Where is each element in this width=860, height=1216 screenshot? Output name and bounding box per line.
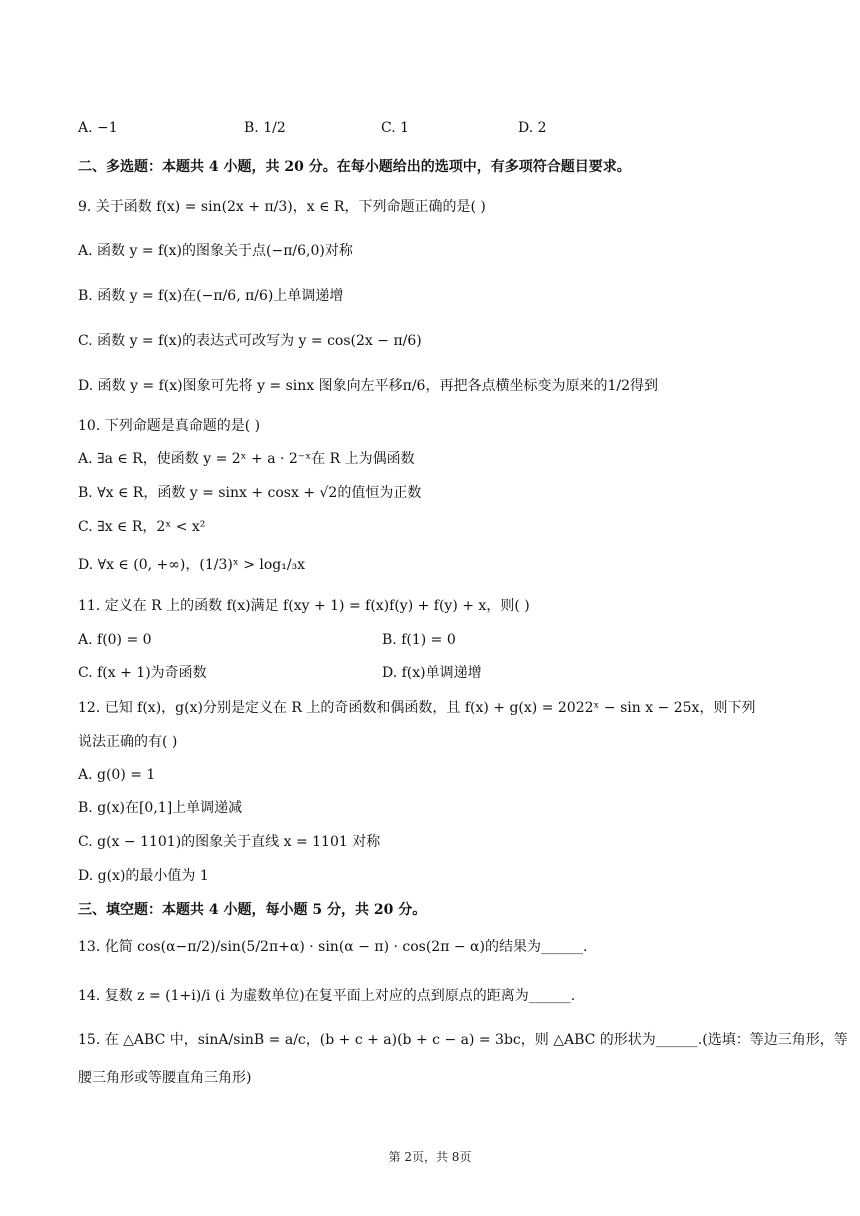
q9-option-a: A. 函数 y = f(x)的图象关于点(−π/6,0)对称 (78, 243, 353, 259)
section2-heading: 二、多选题：本题共 4 小题，共 20 分。在每小题给出的选项中，有多项符合题目要求。 (78, 159, 631, 175)
q13: 13. 化简 cos(α−π/2)/sin(5/2π+α) · sin(α − π) · cos(2π − α)的结果为______. (78, 939, 588, 955)
q10-option-c: C. ∃x ∈ R，2ˣ < x² (78, 519, 206, 535)
q11-option-d: D. f(x)单调递增 (382, 665, 482, 681)
q10-option-a: A. ∃a ∈ R，使函数 y = 2ˣ + a · 2⁻ˣ在 R 上为偶函数 (78, 451, 415, 467)
q14: 14. 复数 z = (1+i)/i (i 为虚数单位)在复平面上对应的点到原点的距离为______. (78, 988, 576, 1004)
q15-line1: 15. 在 △ABC 中，sinA/sinB = a/c，(b + c + a)(b + c − a) = 3bc，则 △ABC 的形状为______.(选填：等边三角形，等 (78, 1032, 848, 1048)
q9-option-c: C. 函数 y = f(x)的表达式可改写为 y = cos(2x − π/6) (78, 333, 422, 349)
q8-option-b: B. 1/2 (244, 120, 286, 136)
q8-option-a: A. −1 (78, 120, 118, 136)
q9-option-b: B. 函数 y = f(x)在(−π/6, π/6)上单调递增 (78, 288, 344, 304)
q12-option-b: B. g(x)在[0,1]上单调递减 (78, 800, 243, 816)
q12-stem-line1: 12. 已知 f(x)，g(x)分别是定义在 R 上的奇函数和偶函数，且 f(x) + g(x) = 2022ˣ − sin x − 25x，则下列 (78, 700, 756, 716)
q15-line2: 腰三角形或等腰直角三角形) (78, 1070, 252, 1086)
q12-stem-line2: 说法正确的有( ) (78, 734, 178, 750)
q11-stem: 11. 定义在 R 上的函数 f(x)满足 f(xy + 1) = f(x)f(y) + f(y) + x，则( ) (78, 598, 530, 614)
q12-option-d: D. g(x)的最小值为 1 (78, 868, 209, 884)
section3-heading: 三、填空题：本题共 4 小题，每小题 5 分，共 20 分。 (78, 902, 427, 918)
q9-option-d: D. 函数 y = f(x)图象可先将 y = sinx 图象向左平移π/6，再把各点横坐标变为原来的1/2得到 (78, 378, 658, 394)
q10-stem: 10. 下列命题是真命题的是( ) (78, 418, 261, 434)
q8-option-d: D. 2 (518, 120, 547, 136)
q10-option-b: B. ∀x ∈ R，函数 y = sinx + cosx + √2的值恒为正数 (78, 485, 422, 501)
q12-option-c: C. g(x − 1101)的图象关于直线 x = 1101 对称 (78, 834, 381, 850)
page-footer: 第 2页，共 8页 (388, 1150, 472, 1164)
q11-option-a: A. f(0) = 0 (78, 632, 152, 648)
q9-stem: 9. 关于函数 f(x) = sin(2x + π/3)，x ∈ R，下列命题正确的是( ) (78, 199, 486, 215)
q10-option-d: D. ∀x ∈ (0, +∞)，(1/3)ˣ > log₁/₃x (78, 557, 306, 573)
q11-option-c: C. f(x + 1)为奇函数 (78, 665, 207, 681)
q8-option-c: C. 1 (381, 120, 410, 136)
q11-option-b: B. f(1) = 0 (382, 632, 456, 648)
q12-option-a: A. g(0) = 1 (78, 767, 156, 783)
